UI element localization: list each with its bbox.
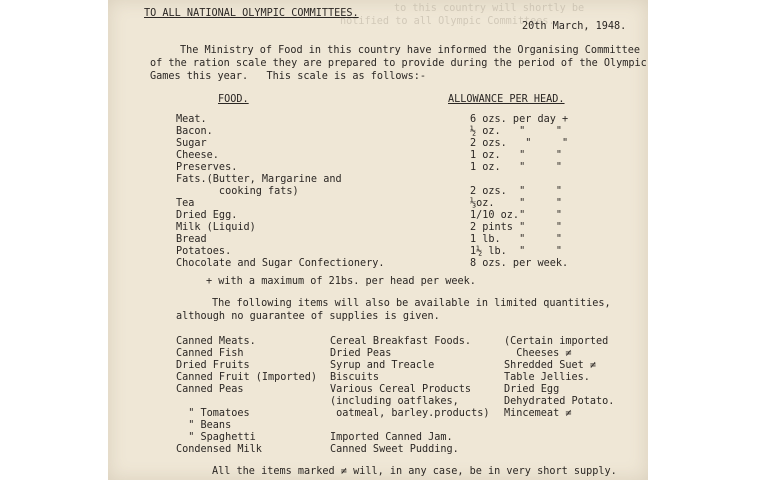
food-item: Chocolate and Sugar Confectionery. bbox=[176, 258, 385, 269]
bleed-through-line: notified to all Olympic Committees. bbox=[340, 16, 555, 27]
allowance-column-header: ALLOWANCE PER HEAD. bbox=[448, 94, 565, 105]
addressee-heading: TO ALL NATIONAL OLYMPIC COMMITTEES. bbox=[144, 8, 359, 19]
food-item: Cheese. bbox=[176, 150, 219, 161]
limited-item: (including oatflakes, bbox=[330, 396, 459, 407]
closing-note: All the items marked ≠ will, in any case, be in very short supply. bbox=[212, 466, 617, 477]
limited-item: Cereal Breakfast Foods. bbox=[330, 336, 472, 347]
limited-item: " Spaghetti bbox=[176, 432, 256, 443]
limited-item: Canned Sweet Pudding. bbox=[330, 444, 459, 455]
food-allowance: 2 pints " " bbox=[470, 222, 563, 233]
food-item: Dried Egg. bbox=[176, 210, 238, 221]
food-allowance: 6 ozs. per day + bbox=[470, 114, 569, 125]
limited-item: (Certain imported bbox=[504, 336, 609, 347]
food-allowance: 2 ozs. " " bbox=[470, 138, 569, 149]
food-allowance: 1½ lb. " " bbox=[470, 246, 563, 257]
limited-intro-line: The following items will also be available in limited quantities, bbox=[212, 298, 611, 309]
letter-date: 20th March, 1948. bbox=[522, 21, 627, 32]
limited-item: Dried Peas bbox=[330, 348, 392, 359]
limited-intro-line: although no guarantee of supplies is given. bbox=[176, 311, 440, 322]
limited-item: Canned Peas bbox=[176, 384, 244, 395]
limited-item: Biscuits bbox=[330, 372, 380, 383]
food-allowance: ⅓oz. " " bbox=[470, 198, 563, 209]
limited-item: Dried Fruits bbox=[176, 360, 250, 371]
limited-item: Various Cereal Products bbox=[330, 384, 472, 395]
limited-item: " Tomatoes bbox=[176, 408, 250, 419]
food-item: Bacon. bbox=[176, 126, 213, 137]
limited-item: Canned Fruit (Imported) bbox=[176, 372, 318, 383]
food-allowance: ½ oz. " " bbox=[470, 126, 563, 137]
food-item: cooking fats) bbox=[176, 186, 299, 197]
intro-line: of the ration scale they are prepared to provide during the period of the Olympic bbox=[150, 58, 647, 69]
food-allowance: 1 oz. " " bbox=[470, 150, 563, 161]
limited-item: Canned Fish bbox=[176, 348, 244, 359]
limited-item: Cheeses ≠ bbox=[504, 348, 572, 359]
limited-item: " Beans bbox=[176, 420, 232, 431]
food-allowance: 1/10 oz." " bbox=[470, 210, 563, 221]
letter-page bbox=[108, 0, 648, 480]
intro-line: The Ministry of Food in this country have informed the Organising Committee bbox=[180, 45, 641, 56]
limited-item: Dehydrated Potato. bbox=[504, 396, 615, 407]
food-allowance: 8 ozs. per week. bbox=[470, 258, 569, 269]
food-item: Potatoes. bbox=[176, 246, 232, 257]
footnote: + with a maximum of 21bs. per head per week. bbox=[206, 276, 476, 287]
food-item: Sugar bbox=[176, 138, 207, 149]
food-allowance: 1 lb. " " bbox=[470, 234, 563, 245]
food-item: Tea bbox=[176, 198, 195, 209]
limited-item: Imported Canned Jam. bbox=[330, 432, 453, 443]
limited-item: Condensed Milk bbox=[176, 444, 262, 455]
bleed-through-line: to this country will shortly be bbox=[394, 3, 585, 14]
food-item: Preserves. bbox=[176, 162, 238, 173]
food-column-header: FOOD. bbox=[218, 94, 249, 105]
intro-line: Games this year. This scale is as follows:- bbox=[150, 71, 427, 82]
limited-item: Syrup and Treacle bbox=[330, 360, 435, 371]
limited-item: Mincemeat ≠ bbox=[504, 408, 572, 419]
limited-item: Shredded Suet ≠ bbox=[504, 360, 597, 371]
food-item: Bread bbox=[176, 234, 207, 245]
food-item: Fats.(Butter, Margarine and bbox=[176, 174, 342, 185]
limited-item: Dried Egg bbox=[504, 384, 560, 395]
food-item: Milk (Liquid) bbox=[176, 222, 256, 233]
limited-item: Table Jellies. bbox=[504, 372, 590, 383]
food-allowance: 1 oz. " " bbox=[470, 162, 563, 173]
limited-item: oatmeal, barley.products) bbox=[330, 408, 490, 419]
limited-item: Canned Meats. bbox=[176, 336, 256, 347]
food-allowance: 2 ozs. " " bbox=[470, 186, 563, 197]
food-item: Meat. bbox=[176, 114, 207, 125]
